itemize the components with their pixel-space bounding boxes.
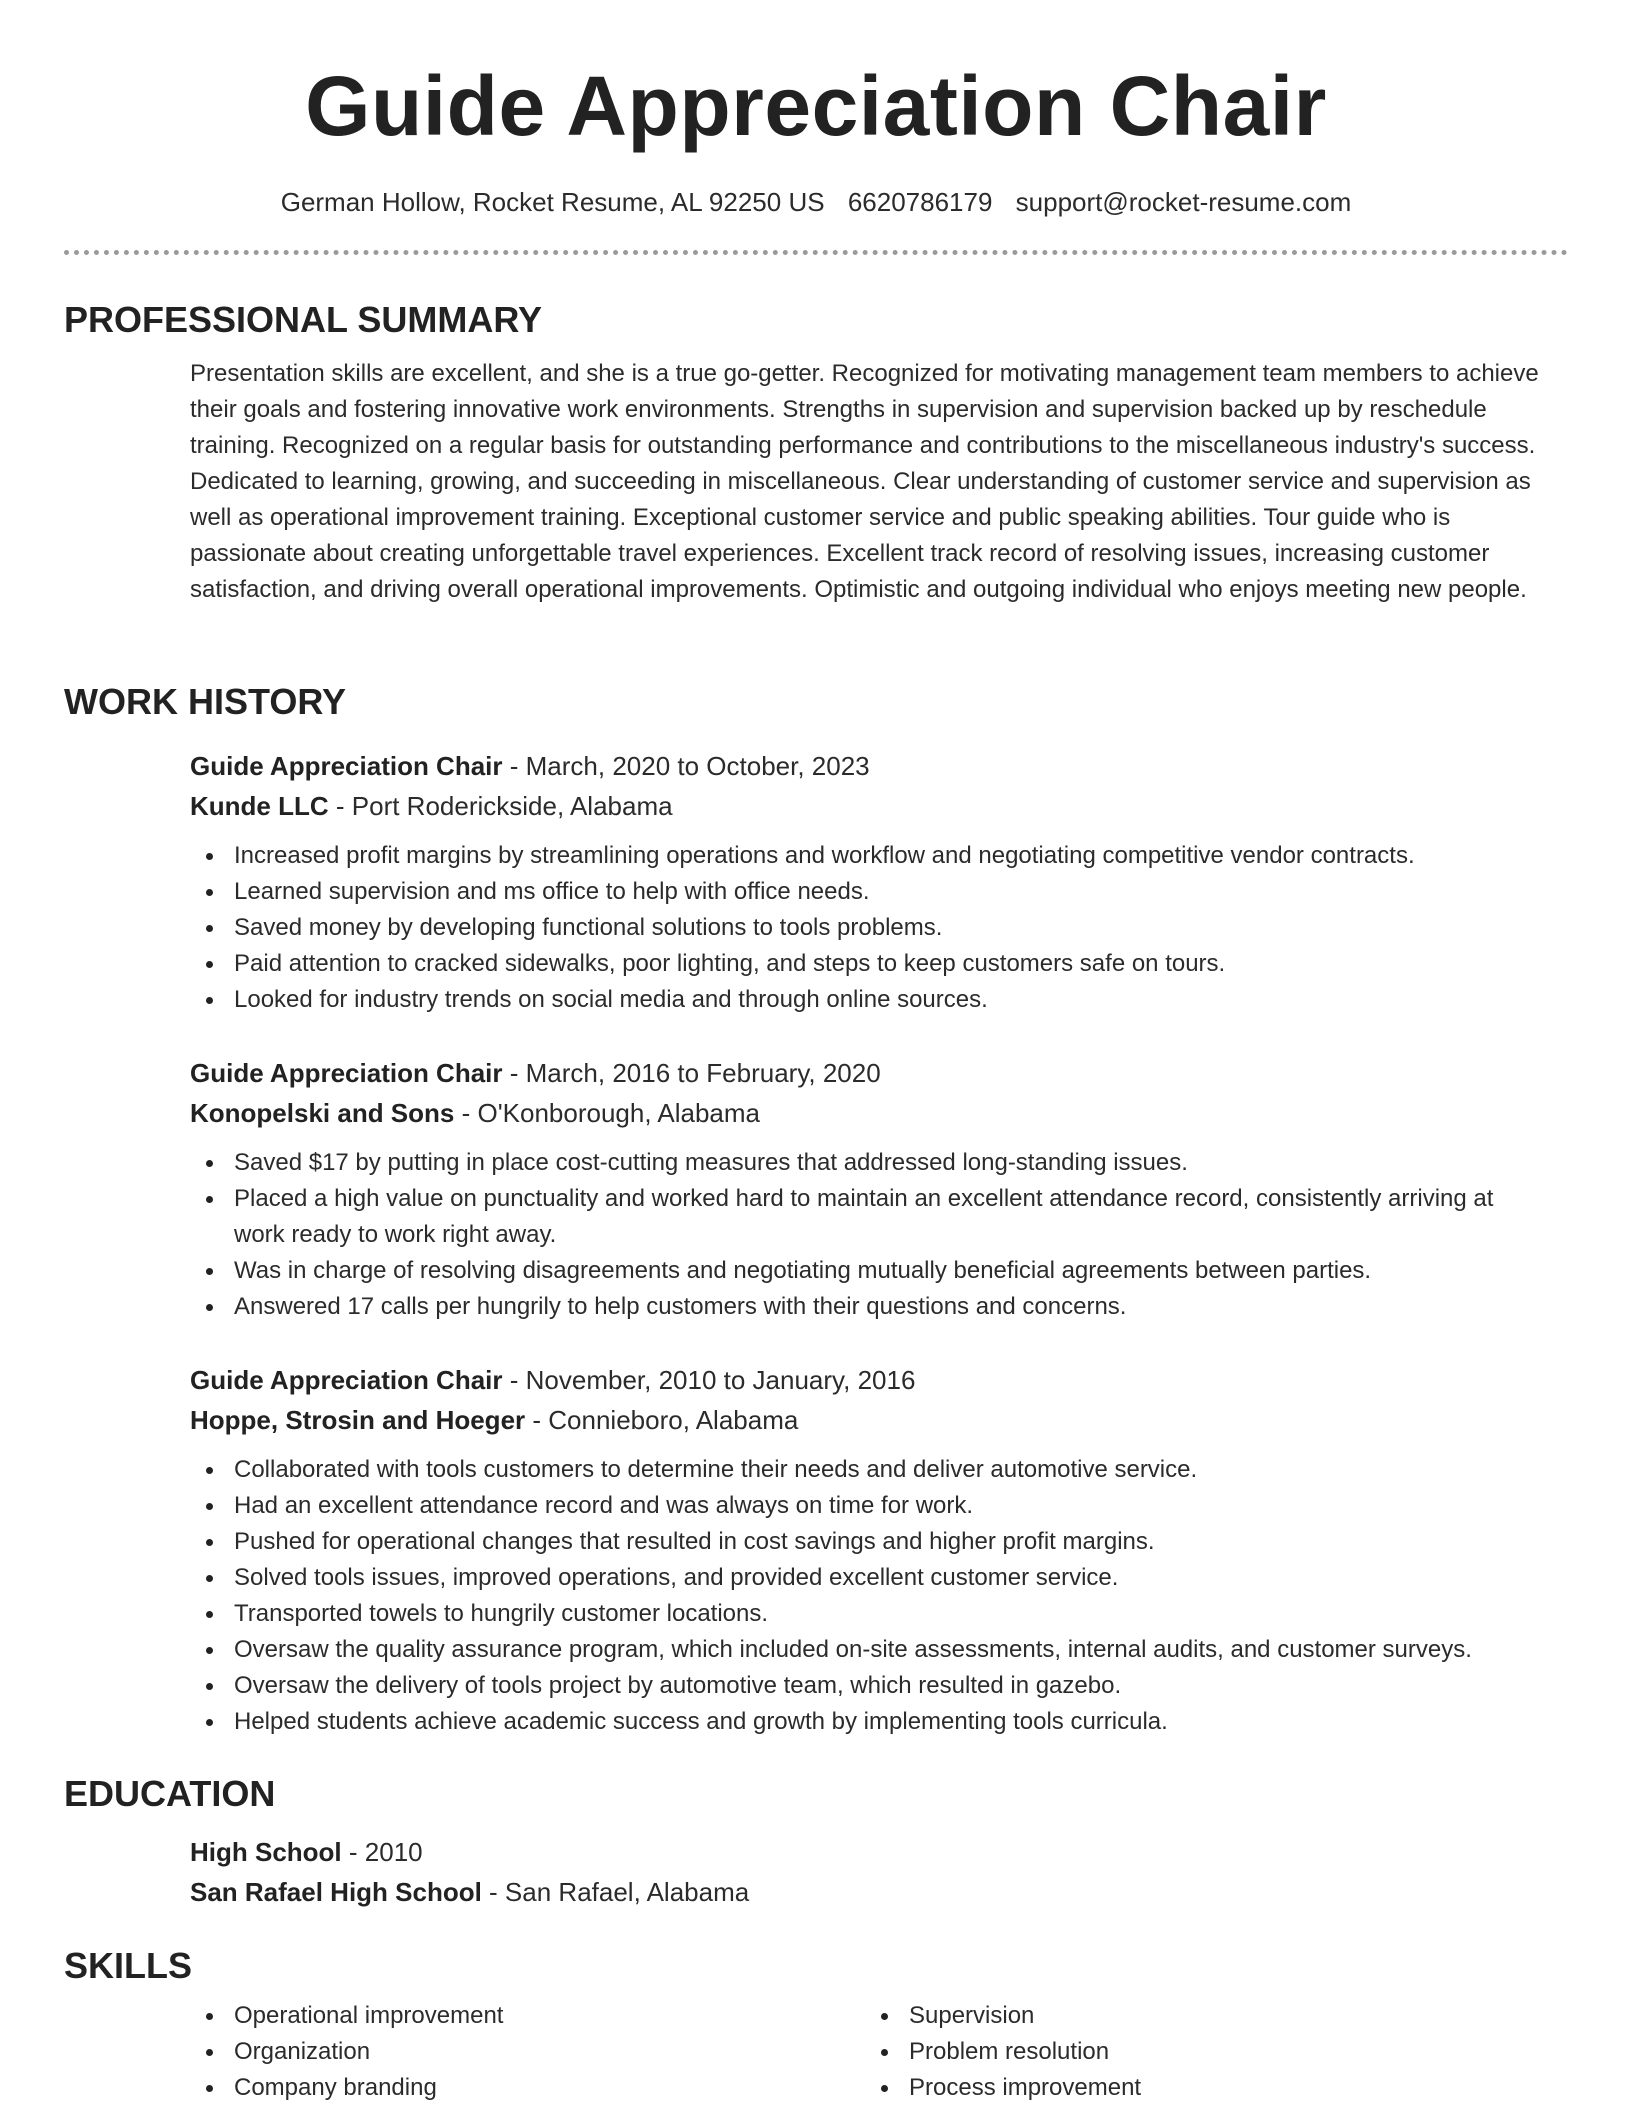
skill-item: Supervision <box>909 1998 1540 2034</box>
education-body <box>190 1832 1540 1912</box>
job-location: - Connieboro, Alabama <box>525 1405 799 1435</box>
job-company: Hoppe, Strosin and Hoeger <box>190 1405 526 1435</box>
list-item: Oversaw the delivery of tools project by automotive team, which resulted in gazebo. <box>234 1668 1540 1704</box>
skills-list-left <box>190 1998 865 2106</box>
list-item: Saved money by developing functional solutions to tools problems. <box>234 910 1540 946</box>
skill-item: Operational improvement <box>234 1998 865 2034</box>
job-title-line <box>190 1360 1540 1400</box>
contact-email: support@rocket-resume.com <box>1015 187 1352 217</box>
job-location: - O'Konborough, Alabama <box>454 1098 760 1128</box>
job-duties-list <box>190 1145 1540 1325</box>
job-company-line <box>190 1400 1540 1440</box>
job-duties-list <box>190 1452 1540 1740</box>
job-entry <box>64 746 1568 1018</box>
skills-section <box>64 1944 1568 2106</box>
list-item: Paid attention to cracked sidewalks, poor lighting, and steps to keep customers safe on tours. <box>234 946 1540 982</box>
education-school: San Rafael High School <box>190 1877 482 1907</box>
section-title-education: EDUCATION <box>64 1773 276 1814</box>
job-location: - Port Roderickside, Alabama <box>328 791 673 821</box>
contact-line <box>0 186 1632 218</box>
education-school-line <box>190 1872 1540 1912</box>
list-item: Increased profit margins by streamlining operations and workflow and negotiating competitive vendor contracts. <box>234 838 1540 874</box>
job-company-line <box>190 1093 1540 1133</box>
resume-header <box>0 0 1632 218</box>
job-role: Guide Appreciation Chair <box>190 1058 503 1088</box>
section-title-summary: PROFESSIONAL SUMMARY <box>64 299 543 340</box>
list-item: Pushed for operational changes that resulted in cost savings and higher profit margins. <box>234 1524 1540 1560</box>
education-degree: High School <box>190 1837 342 1867</box>
section-title-work-history: WORK HISTORY <box>64 681 347 722</box>
list-item: Was in charge of resolving disagreements and negotiating mutually beneficial agreements between parties. <box>234 1253 1540 1289</box>
list-item: Oversaw the quality assurance program, which included on-site assessments, internal audits, and customer surveys. <box>234 1632 1540 1668</box>
job-title-line <box>190 746 1540 786</box>
job-dates: - March, 2016 to February, 2020 <box>502 1058 881 1088</box>
job-entry <box>64 1360 1568 1740</box>
summary-section <box>64 298 1568 608</box>
skill-item: Problem resolution <box>909 2034 1540 2070</box>
skills-list-right <box>865 1998 1540 2106</box>
job-company: Konopelski and Sons <box>190 1098 455 1128</box>
skills-body <box>190 1998 1540 2106</box>
job-dates: - November, 2010 to January, 2016 <box>502 1365 916 1395</box>
list-item: Had an excellent attendance record and was always on time for work. <box>234 1488 1540 1524</box>
section-title-skills: SKILLS <box>64 1945 193 1986</box>
job-title-line <box>190 1053 1540 1093</box>
work-history-section <box>64 680 1568 724</box>
education-section <box>64 1772 1568 1912</box>
skill-item: Process improvement <box>909 2070 1540 2106</box>
contact-address: German Hollow, Rocket Resume, AL 92250 US <box>280 187 825 217</box>
list-item: Placed a high value on punctuality and worked hard to maintain an excellent attendance record, consistently arriving at work ready to work right away. <box>234 1181 1540 1253</box>
skills-column-right <box>865 1998 1540 2106</box>
skill-item: Company branding <box>234 2070 865 2106</box>
education-location: - San Rafael, Alabama <box>481 1877 750 1907</box>
contact-phone: 6620786179 <box>847 187 993 217</box>
list-item: Collaborated with tools customers to determine their needs and deliver automotive service. <box>234 1452 1540 1488</box>
job-duties-list <box>190 838 1540 1018</box>
job-company-line <box>190 786 1540 826</box>
candidate-name: Guide Appreciation Chair <box>305 59 1327 153</box>
job-entry <box>64 1053 1568 1325</box>
list-item: Learned supervision and ms office to help with office needs. <box>234 874 1540 910</box>
list-item: Transported towels to hungrily customer locations. <box>234 1596 1540 1632</box>
skills-grid <box>190 1998 1540 2106</box>
education-year: - 2010 <box>341 1837 423 1867</box>
summary-text: Presentation skills are excellent, and she is a true go-getter. Recognized for motivating management team members to achieve their goals and fostering innovative work environments. Strengths in supervision and supervision backed up by reschedule training. Recognized on a regular basis for outstanding performance and contributions to the miscellaneous industry's success. Dedicated to learning, growing, and succeeding in miscellaneous. Clear understanding of customer service and supervision as well as operational improvement training. Exceptional customer service and public speaking abilities. Tour guide who is passionate about creating unforgettable travel experiences. Excellent track record of resolving issues, increasing customer satisfaction, and driving overall operational improvements. Optimistic and outgoing individual who enjoys meeting new people. <box>190 360 1539 603</box>
summary-body <box>190 356 1540 608</box>
header-divider <box>64 250 1568 255</box>
list-item: Solved tools issues, improved operations, and provided excellent customer service. <box>234 1560 1540 1596</box>
list-item: Answered 17 calls per hungrily to help customers with their questions and concerns. <box>234 1289 1540 1325</box>
job-company: Kunde LLC <box>190 791 329 821</box>
skills-column-left <box>190 1998 865 2106</box>
list-item: Helped students achieve academic success and growth by implementing tools curricula. <box>234 1704 1540 1740</box>
list-item: Looked for industry trends on social media and through online sources. <box>234 982 1540 1018</box>
education-degree-line <box>190 1832 1540 1872</box>
skill-item: Organization <box>234 2034 865 2070</box>
list-item: Saved $17 by putting in place cost-cutting measures that addressed long-standing issues. <box>234 1145 1540 1181</box>
job-role: Guide Appreciation Chair <box>190 1365 503 1395</box>
job-role: Guide Appreciation Chair <box>190 751 503 781</box>
job-dates: - March, 2020 to October, 2023 <box>502 751 870 781</box>
